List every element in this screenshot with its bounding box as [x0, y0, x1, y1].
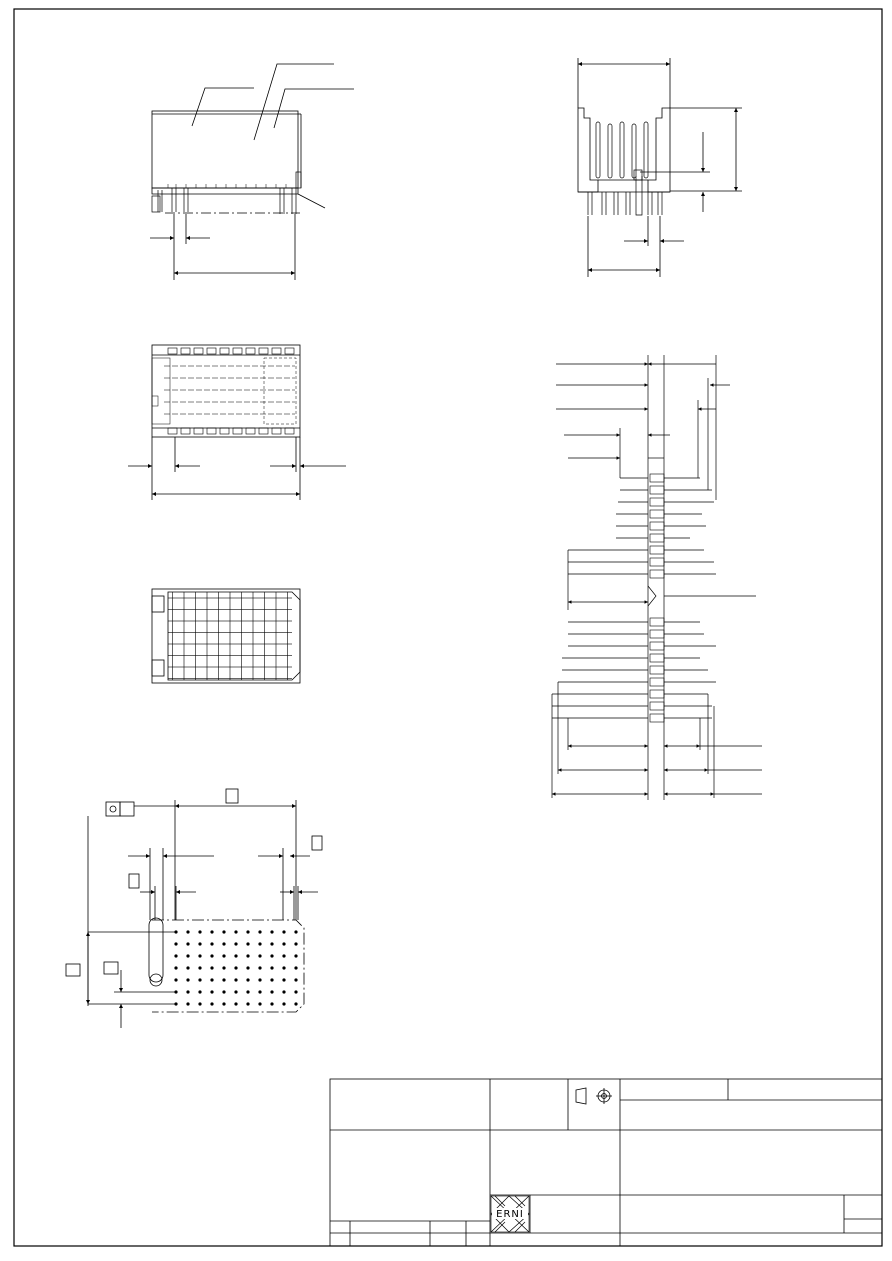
sheet-border — [14, 9, 882, 1246]
top-view — [128, 345, 346, 500]
first-angle-projection-icon — [576, 1088, 612, 1104]
title-block — [330, 1079, 882, 1246]
bottom-view — [152, 589, 300, 683]
pcb-layout-view — [66, 789, 322, 1028]
contact-length-section — [552, 355, 762, 800]
logo-text: ERNI — [496, 1209, 524, 1220]
side-view — [578, 58, 742, 277]
front-view — [150, 64, 354, 280]
